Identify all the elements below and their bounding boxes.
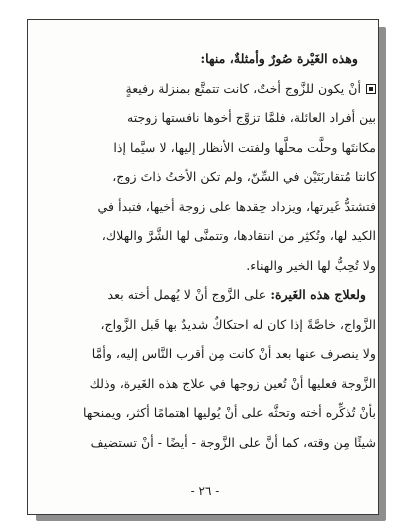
paragraph-1-line-2: بين أفراد العائلة، فلمَّا تزوَّج أخوها نافستها زوجته bbox=[126, 110, 376, 125]
paragraph-1-line-6: الكيد لها، وتُكثِر من انتقادها، وتتمنَّى لها الشَّرَّ والهلاك، bbox=[101, 228, 376, 243]
paragraph-1-line-4: كانتا مُتقاربَتَيْن في السِّنّ، ولم تكن الأختُ ذاتَ زوج، bbox=[112, 169, 376, 184]
paragraph-1-line-5: فتشتدُّ غَيرتها، ويزداد حِقدها على زوجة أخيها، فتبدأ في bbox=[97, 198, 376, 214]
paragraph-2-line-5: بأنْ تُذكِّره أخته وتحثَّه على أنْ يُوليها اهتمامًا أكثر، ويمنحها bbox=[83, 405, 376, 420]
paragraph-2-line-2: الزَّواج، خاصَّةً إذا كان له احتكاكٌ شديدٌ بها قَبل الزَّواج، bbox=[100, 316, 376, 332]
page-text bbox=[34, 44, 376, 457]
paragraph-1-line-3: مكانتَها وحلَّت محلَّها ولفتت الأنظار إليها، لا سيَّما إذا bbox=[113, 139, 376, 155]
paragraph-2-line-4: الزَّوجة فعليها أنْ تُعين زوجها في علاج هذه الغَيرة، وذلك bbox=[89, 375, 376, 391]
paragraph-1-line-7: ولا تُحِبُّ لها الخير والهناء. bbox=[246, 257, 376, 273]
square-bullet-icon bbox=[366, 84, 376, 94]
page-number: - ٢٦ - bbox=[190, 484, 220, 498]
treatment-lead: ولعلاج هذه الغَيرة: bbox=[270, 287, 366, 302]
paragraph-2-line-1: ولعلاج هذه الغَيرة: على الزَّوج أنْ لا يُهمل أخته بعد bbox=[107, 287, 366, 302]
paragraph-2-line-6: شيئًا مِن وقته، كما أنَّ على الزَّوجة - أيضًا - أنْ تستضيف bbox=[90, 434, 376, 450]
section-heading: وهذه الغَيْرة صُورٌ وأمثلةٌ، منها: bbox=[200, 51, 358, 66]
paragraph-1-line-1: أنْ يكون للزَّوج أختٌ، كانت تتمتَّع بمنزلة رفيعةٍ bbox=[34, 74, 376, 104]
paragraph-2-line-3: ولا ينصرف عنها بعد أنْ كانت مِن أقرب النَّاس إليه، وأمَّا bbox=[91, 346, 376, 361]
